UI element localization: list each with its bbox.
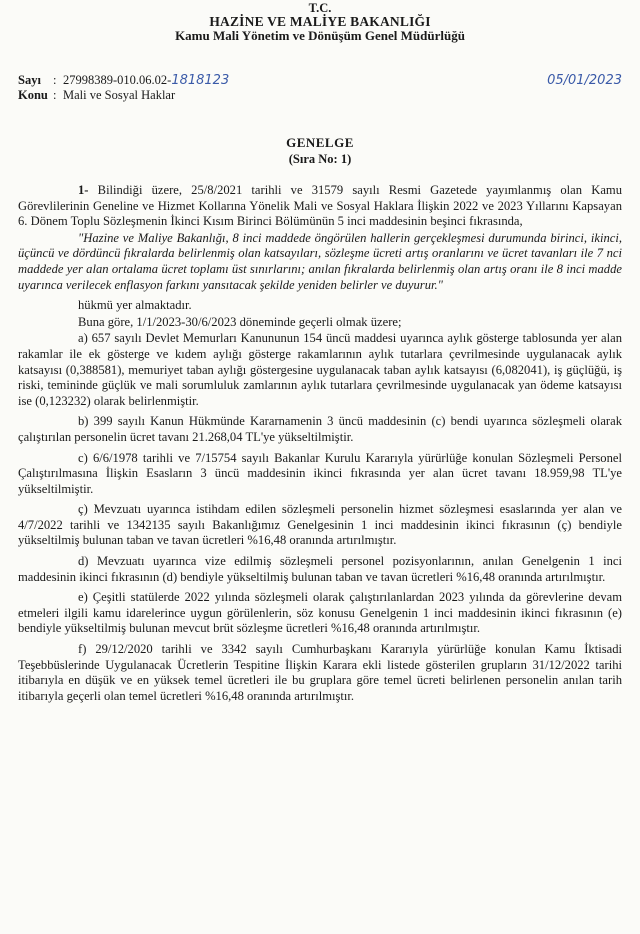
item-b: b) 399 sayılı Kanun Hükmünde Kararnamenin 3 üncü maddesinin (c) bendi uyarınca sözleşmeli olarak çalıştırılan personelin ücret tavanı 21.268,04 TL'ye yükseltilmiştir. bbox=[18, 414, 622, 444]
item-c: c) 6/6/1978 tarihli ve 7/15754 sayılı Bakanlar Kurulu Kararıyla yürürlüğe konulan Sözleşmeli Personel Çalıştırılmasına İlişkin Esasların 3 üncü maddesinin ikinci fıkrasında yer alan ücret tavanı 18.959,98 TL'ye yükseltilmiştir. bbox=[18, 450, 622, 496]
document-date: 05/01/2023 bbox=[547, 73, 622, 88]
sayi-label: Sayı bbox=[18, 73, 41, 87]
document-meta bbox=[18, 73, 622, 103]
sayi-value: 27998389-010.06.02- bbox=[63, 73, 172, 87]
konu-label: Konu bbox=[18, 88, 48, 102]
item-a: a) 657 sayılı Devlet Memurları Kanununun 154 üncü maddesi uyarınca aylık gösterge tablosunda yer alan rakamlar ile ek gösterge ve kıdem aylığı gösterge rakamlarının aylık tutarlara çevrilmesinde uygulanacak aylık katsayısı (0,388581), memuriyet taban aylığı göstergesine uygulanacak taban aylık katsayısı (6,082041), iş güçlüğü, iş riski, temininde güçlük ve mali sorumluluk zamlarının aylık tutarlara çevrilmesinde uygulanacak yan ödeme katsayısı ise (0,123232) olarak belirlenmiştir. bbox=[18, 331, 622, 408]
sayi-row: Sayı : 27998389-010.06.02- 1818123 bbox=[18, 73, 230, 88]
item-cc: ç) Mevzuatı uyarınca istihdam edilen sözleşmeli personelin hizmet sözleşmesi esaslarında yer alan ve 4/7/2022 tarihli ve 1342135 sayılı Bakanlığımız Genelgesinin 1 inci maddesinin ikinci fıkrasının (ç) bendiyle yükseltilmiş bulunan taban ve tavan ücretleri %16,48 oranında artırılmıştır. bbox=[18, 502, 622, 548]
konu-value: Mali ve Sosyal Haklar bbox=[63, 88, 176, 102]
paragraph-1 bbox=[18, 183, 622, 230]
document-title: GENELGE bbox=[286, 135, 354, 150]
letterhead-tc: T.C. bbox=[308, 1, 332, 15]
item-f: f) 29/12/2020 tarihli ve 3342 sayılı Cumhurbaşkanı Kararıyla yürürlüğe konulan Kamu İktisadi Teşebbüslerinde Uygulanacak Ücretlerin Tespitine İlişkin Karara ekli listede gösterilen grupların 31/12/2022 tarihi itibarıyla en düşük ve en yüksek temel ücretleri ile bu gruplara göre temel ücreti belirlenen personelin anılan tarih itibarıyla geçerli olan temel ücretleri %16,48 oranında artırılmıştır. bbox=[18, 642, 622, 703]
paragraph-hukmu: hükmü yer almaktadır. bbox=[78, 298, 192, 313]
konu-row: Konu : Mali ve Sosyal Haklar bbox=[18, 88, 176, 102]
sayi-handwritten-number: 1818123 bbox=[171, 73, 230, 88]
document-body bbox=[18, 183, 622, 704]
paragraph-1-number: 1- bbox=[78, 183, 89, 197]
paragraph-buna-gore: Buna göre, 1/1/2023-30/6/2023 döneminde geçerli olmak üzere; bbox=[78, 314, 402, 329]
letterhead-department: Kamu Mali Yönetim ve Dönüşüm Genel Müdürlüğü bbox=[175, 28, 465, 43]
title-block bbox=[18, 135, 622, 167]
item-d: d) Mevzuatı uyarınca vize edilmiş sözleşmeli personel pozisyonlarının, anılan Genelgenin 1 inci maddesinin ikinci fıkrasının (d) bendiyle yükseltilmiş bulunan taban ve tavan ücretleri %16,48 oranında artırılmıştır. bbox=[18, 554, 622, 584]
letterhead bbox=[18, 0, 622, 43]
letterhead-ministry: HAZİNE VE MALİYE BAKANLIĞI bbox=[209, 14, 431, 29]
quoted-clause: "Hazine ve Maliye Bakanlığı, 8 inci maddede öngörülen hallerin gerçekleşmesi durumunda birinci, ikinci, üçüncü ve dördüncü fıkralarda belirlenmiş olan katsayıları, sözleşme ücreti artış oranlarını ve ücret tavanları ile 7 nci maddede yer alan ortalama ücret toplamı üst sınırlarını; anılan fıkralarda belirlenmiş olan artış oranı ile 8 inci madde uyarınca verilecek enflasyon farkını yansıtacak şekilde yeniden belirler ve duyurur." bbox=[18, 230, 622, 292]
item-e: e) Çeşitli statülerde 2022 yılında sözleşmeli olarak çalıştırılanlardan 2023 yılında da görevlerine devam etmeleri ilgili kamu idarelerince uygun görülenlerin, söz konusu Genelgenin 1 inci maddesinin ikinci fıkrasının (e) bendiyle yükseltilmiş bulunan mevcut brüt sözleşme ücretleri %16,48 oranında artırılmıştır. bbox=[18, 590, 622, 636]
sequence-number: (Sıra No: 1) bbox=[288, 152, 352, 166]
paragraph-1-text: Bilindiği üzere, 25/8/2021 tarihli ve 31579 sayılı Resmi Gazetede yayımlanmış olan Kamu Görevlilerinin Geneline ve Hizmet Kollarına Yönelik Mali ve Sosyal Haklara İlişkin 2022 ve 2023 Yıllarını Kapsayan 6. Dönem Toplu Sözleşmenin İkinci Kısım Birinci Bölümünün 5 inci maddesinin beşinci fıkrasında, bbox=[18, 183, 622, 229]
